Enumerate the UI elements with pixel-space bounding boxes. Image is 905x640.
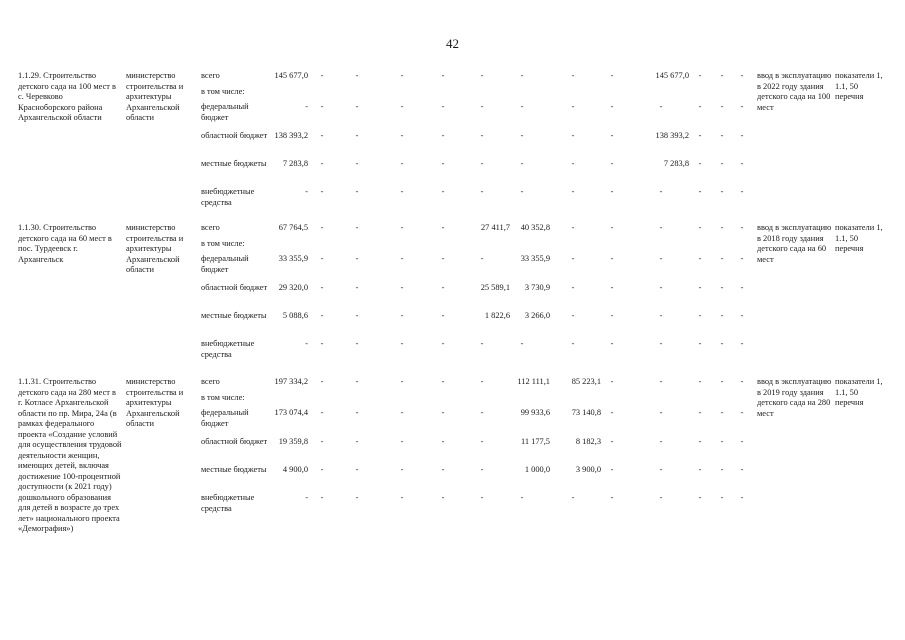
funding-source: в том числе: — [201, 239, 245, 248]
total-value: - — [305, 339, 308, 348]
period-value: - — [698, 437, 702, 446]
executor: министерство строительства и архитектуры Архангельской области — [126, 223, 184, 274]
period-value: - — [480, 131, 484, 140]
period-value: - — [610, 102, 614, 111]
period-value: - — [320, 159, 324, 168]
period-value: - — [441, 377, 445, 386]
period-value: - — [355, 71, 359, 80]
period-value: - — [441, 254, 445, 263]
period-value: - — [441, 131, 445, 140]
period-value: - — [480, 254, 484, 263]
period-value: 85 223,1 — [571, 377, 601, 386]
period-value: - — [571, 223, 575, 232]
period-value: - — [740, 408, 744, 417]
expected-result: ввод в эксплуатацию в 2018 году здания детского сада на 60 мест — [757, 223, 832, 264]
period-value: - — [320, 377, 324, 386]
period-value: - — [520, 131, 524, 140]
period-value: - — [698, 254, 702, 263]
period-value: - — [320, 187, 324, 196]
period-value: - — [441, 159, 445, 168]
period-value: - — [740, 377, 744, 386]
period-value: - — [441, 283, 445, 292]
period-value: - — [610, 437, 614, 446]
period-value: - — [441, 493, 445, 502]
period-value: - — [698, 311, 702, 320]
period-value: - — [720, 159, 724, 168]
funding-source: областной бюджет — [201, 131, 268, 140]
total-value: 145 677,0 — [274, 71, 308, 80]
period-value: - — [520, 493, 524, 502]
period-value: - — [659, 223, 663, 232]
funding-source: всего — [201, 377, 220, 386]
period-value: - — [571, 339, 575, 348]
period-value: - — [610, 311, 614, 320]
period-value: - — [355, 465, 359, 474]
period-value: - — [400, 465, 404, 474]
period-value: - — [355, 159, 359, 168]
period-value: - — [320, 283, 324, 292]
period-value: 138 393,2 — [655, 131, 689, 140]
funding-source: внебюджетные средства — [201, 187, 255, 207]
period-value: - — [320, 493, 324, 502]
period-value: - — [659, 102, 663, 111]
period-value: - — [720, 311, 724, 320]
period-value: - — [480, 437, 484, 446]
indicators: показатели 1, 1.1, 50 перечня — [835, 223, 883, 253]
funding-source: федеральный бюджет — [201, 254, 249, 274]
period-value: - — [659, 283, 663, 292]
period-value: - — [720, 283, 724, 292]
period-value: - — [610, 71, 614, 80]
period-value: - — [698, 465, 702, 474]
period-value: - — [720, 493, 724, 502]
period-value: - — [571, 131, 575, 140]
period-value: - — [320, 71, 324, 80]
period-value: - — [400, 283, 404, 292]
period-value: - — [520, 102, 524, 111]
period-value: - — [320, 465, 324, 474]
period-value: - — [400, 159, 404, 168]
period-value: - — [740, 493, 744, 502]
period-value: - — [355, 339, 359, 348]
period-value: - — [720, 71, 724, 80]
period-value: 73 140,8 — [571, 408, 601, 417]
period-value: - — [720, 408, 724, 417]
period-value: - — [480, 493, 484, 502]
executor: министерство строительства и архитектуры Архангельской области — [126, 377, 184, 428]
period-value: - — [441, 187, 445, 196]
period-value: - — [720, 254, 724, 263]
period-value: - — [320, 131, 324, 140]
period-value: - — [400, 223, 404, 232]
funding-source: местные бюджеты — [201, 159, 267, 168]
period-value: - — [659, 254, 663, 263]
period-value: - — [740, 437, 744, 446]
period-value: - — [740, 283, 744, 292]
period-value: - — [571, 493, 575, 502]
period-value: - — [320, 437, 324, 446]
period-value: 7 283,8 — [663, 159, 689, 168]
measure-name: 1.1.30. Строительство детского сада на 60 мест в пос. Турдеевск г. Архангельск — [18, 223, 112, 264]
period-value: - — [571, 311, 575, 320]
period-value: - — [400, 377, 404, 386]
period-value: - — [610, 339, 614, 348]
period-value: - — [610, 408, 614, 417]
period-value: 27 411,7 — [480, 223, 510, 232]
funding-source: всего — [201, 71, 220, 80]
period-value: - — [480, 339, 484, 348]
period-value: - — [441, 339, 445, 348]
period-value: 99 933,6 — [520, 408, 550, 417]
total-value: 7 283,8 — [282, 159, 308, 168]
period-value: - — [400, 437, 404, 446]
period-value: - — [320, 102, 324, 111]
period-value: - — [659, 311, 663, 320]
total-value: 67 764,5 — [278, 223, 308, 232]
period-value: - — [610, 159, 614, 168]
period-value: - — [355, 223, 359, 232]
period-value: - — [698, 187, 702, 196]
period-value: 8 182,3 — [575, 437, 601, 446]
period-value: - — [400, 493, 404, 502]
period-value: - — [740, 187, 744, 196]
period-value: - — [320, 311, 324, 320]
period-value: - — [400, 102, 404, 111]
period-value: - — [740, 465, 744, 474]
period-value: 1 000,0 — [524, 465, 550, 474]
period-value: - — [355, 377, 359, 386]
funding-source: областной бюджет — [201, 283, 268, 292]
period-value: - — [400, 408, 404, 417]
period-value: - — [740, 71, 744, 80]
period-value: - — [571, 102, 575, 111]
period-value: - — [698, 102, 702, 111]
period-value: - — [610, 187, 614, 196]
total-value: 29 320,0 — [278, 283, 308, 292]
period-value: 112 111,1 — [517, 377, 550, 386]
period-value: - — [610, 131, 614, 140]
indicators: показатели 1, 1.1, 50 перечня — [835, 71, 883, 101]
funding-source: в том числе: — [201, 393, 245, 402]
period-value: - — [610, 283, 614, 292]
total-value: 138 393,2 — [274, 131, 308, 140]
period-value: 145 677,0 — [655, 71, 689, 80]
funding-source: федеральный бюджет — [201, 408, 249, 428]
period-value: - — [571, 187, 575, 196]
funding-source: внебюджетные средства — [201, 339, 255, 359]
period-value: 3 730,9 — [524, 283, 550, 292]
period-value: - — [740, 223, 744, 232]
period-value: - — [698, 283, 702, 292]
funding-source: в том числе: — [201, 87, 245, 96]
period-value: - — [355, 493, 359, 502]
period-value: - — [400, 254, 404, 263]
period-value: - — [355, 102, 359, 111]
funding-source: областной бюджет — [201, 437, 268, 446]
period-value: - — [400, 339, 404, 348]
period-value: - — [441, 71, 445, 80]
period-value: - — [698, 408, 702, 417]
expected-result: ввод в эксплуатацию в 2022 году здания детского сада на 100 мест — [757, 71, 832, 112]
funding-source: всего — [201, 223, 220, 232]
period-value: - — [320, 339, 324, 348]
period-value: - — [355, 254, 359, 263]
period-value: - — [740, 254, 744, 263]
period-value: - — [659, 339, 663, 348]
period-value: - — [480, 377, 484, 386]
period-value: - — [520, 159, 524, 168]
period-value: - — [610, 465, 614, 474]
period-value: 1 822,6 — [484, 311, 510, 320]
period-value: - — [720, 187, 724, 196]
period-value: - — [441, 408, 445, 417]
period-value: - — [740, 131, 744, 140]
period-value: - — [698, 377, 702, 386]
total-value: 5 088,6 — [282, 311, 308, 320]
period-value: - — [659, 465, 663, 474]
period-value: - — [355, 283, 359, 292]
expected-result: ввод в эксплуатацию в 2019 году здания детского сада на 280 мест — [757, 377, 832, 418]
period-value: - — [355, 131, 359, 140]
period-value: - — [320, 223, 324, 232]
period-value: - — [698, 159, 702, 168]
period-value: - — [320, 254, 324, 263]
total-value: - — [305, 187, 308, 196]
period-value: - — [571, 159, 575, 168]
period-value: - — [720, 102, 724, 111]
funding-source: внебюджетные средства — [201, 493, 255, 513]
period-value: - — [520, 71, 524, 80]
period-value: - — [441, 311, 445, 320]
period-value: - — [659, 437, 663, 446]
period-value: - — [320, 408, 324, 417]
period-value: - — [355, 187, 359, 196]
period-value: 40 352,8 — [520, 223, 550, 232]
period-value: 11 177,5 — [520, 437, 550, 446]
page-number: 42 — [446, 36, 459, 51]
measure-name: 1.1.29. Строительство детского сада на 100 мест в с. Черевково Красноборского района Архангельской области — [18, 71, 117, 122]
period-value: - — [571, 254, 575, 263]
total-value: 197 334,2 — [274, 377, 308, 386]
total-value: 173 074,4 — [274, 408, 308, 417]
period-value: - — [720, 223, 724, 232]
period-value: - — [355, 311, 359, 320]
period-value: - — [480, 465, 484, 474]
period-value: - — [698, 223, 702, 232]
period-value: - — [698, 131, 702, 140]
executor: министерство строительства и архитектуры Архангельской области — [126, 71, 184, 122]
period-value: - — [571, 71, 575, 80]
period-value: - — [441, 223, 445, 232]
period-value: - — [610, 254, 614, 263]
funding-source: федеральный бюджет — [201, 102, 249, 122]
measure-name: 1.1.31. Строительство детского сада на 280 мест в г. Котласе Архангельской области по пр. Мира, 24а (в рамках федерального проекта «Создание условий для осуществления трудовой деятельности женщин, имеющих детей, включая достижение 100-процентной доступности (к 2021 году) дошкольного образования для детей в возрасте до трех лет» национального проекта «Демография») — [18, 377, 122, 533]
period-value: - — [740, 159, 744, 168]
period-value: - — [480, 71, 484, 80]
period-value: - — [400, 311, 404, 320]
period-value: - — [355, 437, 359, 446]
period-value: - — [720, 131, 724, 140]
period-value: - — [571, 283, 575, 292]
period-value: - — [740, 339, 744, 348]
period-value: - — [720, 437, 724, 446]
period-value: - — [659, 493, 663, 502]
period-value: - — [720, 339, 724, 348]
period-value: - — [441, 437, 445, 446]
period-value: - — [659, 187, 663, 196]
period-value: - — [740, 311, 744, 320]
period-value: 33 355,9 — [520, 254, 550, 263]
period-value: 25 589,1 — [480, 283, 510, 292]
period-value: - — [400, 71, 404, 80]
total-value: 4 900,0 — [282, 465, 308, 474]
period-value: - — [520, 187, 524, 196]
period-value: - — [400, 131, 404, 140]
period-value: - — [441, 102, 445, 111]
total-value: - — [305, 102, 308, 111]
funding-source: местные бюджеты — [201, 465, 267, 474]
total-value: 19 359,8 — [278, 437, 308, 446]
period-value: - — [480, 159, 484, 168]
period-value: 3 266,0 — [524, 311, 550, 320]
period-value: - — [720, 377, 724, 386]
period-value: - — [610, 493, 614, 502]
funding-source: местные бюджеты — [201, 311, 267, 320]
period-value: - — [698, 493, 702, 502]
period-value: - — [740, 102, 744, 111]
total-value: 33 355,9 — [278, 254, 308, 263]
period-value: 3 900,0 — [575, 465, 601, 474]
period-value: - — [659, 408, 663, 417]
period-value: - — [480, 408, 484, 417]
period-value: - — [659, 377, 663, 386]
period-value: - — [480, 102, 484, 111]
period-value: - — [441, 465, 445, 474]
period-value: - — [400, 187, 404, 196]
period-value: - — [698, 71, 702, 80]
period-value: - — [698, 339, 702, 348]
period-value: - — [520, 339, 524, 348]
period-value: - — [720, 465, 724, 474]
total-value: - — [305, 493, 308, 502]
period-value: - — [610, 377, 614, 386]
indicators: показатели 1, 1.1, 50 перечня — [835, 377, 883, 407]
period-value: - — [610, 223, 614, 232]
period-value: - — [355, 408, 359, 417]
period-value: - — [480, 187, 484, 196]
